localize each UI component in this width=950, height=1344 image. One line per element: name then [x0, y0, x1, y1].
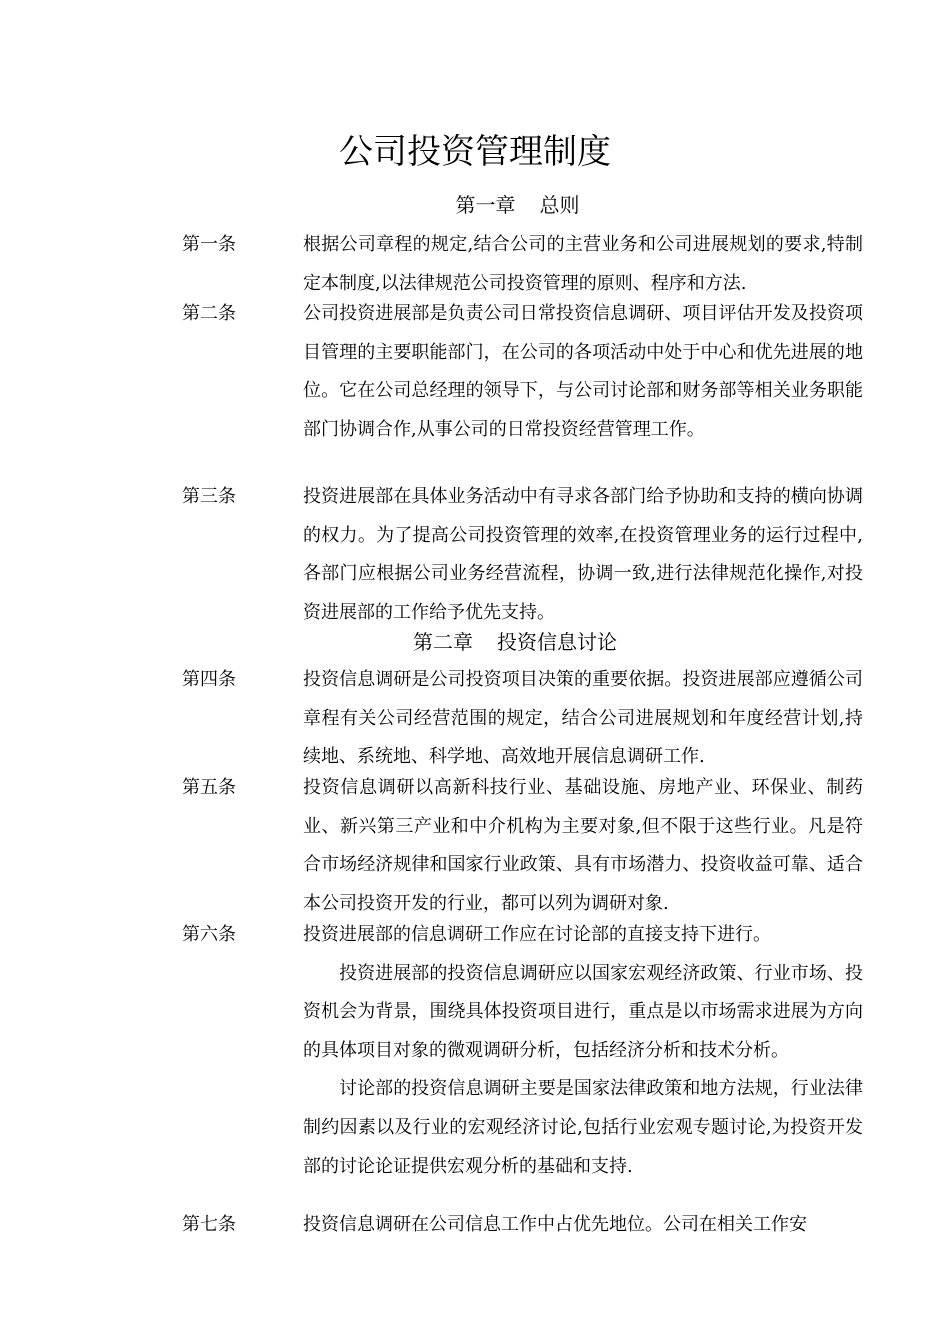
chapter-2-name: 投资信息讨论 [497, 630, 617, 654]
chapter-2-heading [0, 628, 950, 656]
article-7-label: 第七条 [182, 1214, 236, 1235]
article-2-label: 第二条 [182, 303, 236, 324]
article-6 [182, 916, 862, 1186]
article-2-text: 公司投资进展部是负责公司日常投资信息调研、项目评估开发及投资项目管理的主要职能部门，在公司的各项活动中处于中心和优先进展的地位。它在公司总经理的领导下，与公司讨论部和财务部等相关业务职能部门协调合作,从事公司的日常投资经营管理工作。 [303, 303, 863, 440]
article-1-label: 第一条 [182, 234, 236, 255]
article-1-text: 根据公司章程的规定,结合公司的主营业务和公司进展规划的要求,特制定本制度,以法律规范公司投资管理的原则、程序和方法. [303, 234, 863, 294]
article-5-text: 投资信息调研以高新科技行业、基础设施、房地产业、环保业、制药业、新兴第三产业和中介机构为主要对象,但不限于这些行业。凡是符合市场经济规律和国家行业政策、具有市场潜力、投资收益可靠、适合本公司投资开发的行业，都可以列为调研对象. [303, 777, 863, 914]
document-title: 公司投资管理制度 [339, 132, 611, 172]
article-6-text: 投资进展部的信息调研工作应在讨论部的直接支持下进行。 [303, 924, 771, 945]
article-1 [182, 226, 862, 303]
article-2 [182, 295, 862, 449]
article-7 [182, 1206, 862, 1245]
chapter-1-name: 总则 [539, 193, 580, 217]
article-7-text: 投资信息调研在公司信息工作中占优先地位。公司在相关工作安 [303, 1214, 807, 1235]
article-4-label: 第四条 [182, 669, 236, 690]
chapter-2-label: 第二章 [413, 630, 473, 654]
article-4-text: 投资信息调研是公司投资项目决策的重要依据。投资进展部应遵循公司章程有关公司经营范围的规定，结合公司进展规划和年度经营计划,持续地、系统地、科学地、高效地开展信息调研工作. [303, 669, 863, 768]
article-6-paragraph-2: 投资进展部的投资信息调研应以国家宏观经济政策、行业市场、投资机会为背景，围绕具体投资项目进行，重点是以市场需求进展为方向的具体项目对象的微观调研分析，包括经济分析和技术分析。 [303, 962, 863, 1061]
article-5-label: 第五条 [182, 777, 236, 798]
article-3-label: 第三条 [182, 486, 236, 507]
article-5 [182, 769, 862, 923]
article-4 [182, 661, 862, 777]
article-3 [182, 478, 862, 632]
article-6-label: 第六条 [182, 924, 236, 945]
chapter-1-label: 第一章 [455, 193, 516, 217]
article-3-text: 投资进展部在具体业务活动中有寻求各部门给予协助和支持的横向协调的权力。为了提高公司投资管理的效率,在投资管理业务的运行过程中,各部门应根据公司业务经营流程，协调一致,进行法律规范化操作,对投资进展部的工作给予优先支持。 [303, 486, 863, 623]
chapter-1-heading [0, 191, 950, 219]
article-6-paragraph-3: 讨论部的投资信息调研主要是国家法律政策和地方法规，行业法律制约因素以及行业的宏观经济讨论,包括行业宏观专题讨论,为投资开发部的讨论论证提供宏观分析的基础和支持. [303, 1078, 863, 1177]
